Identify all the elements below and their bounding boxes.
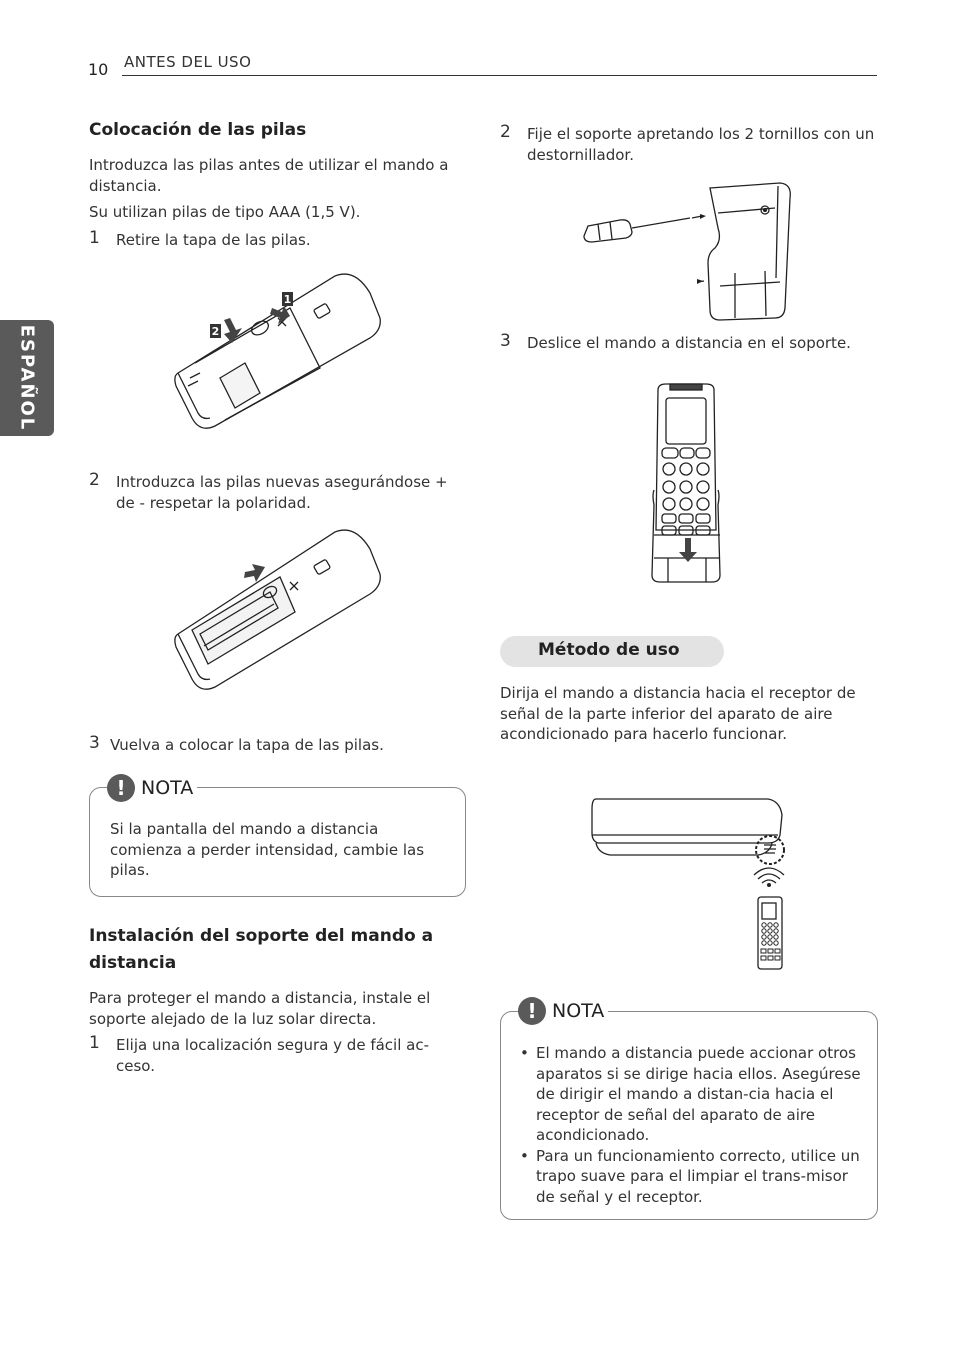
battery-insertion-illustration — [170, 522, 385, 697]
callout-badge-1 — [282, 292, 293, 306]
step-text: Introduzca las pilas nuevas asegurándose + de - respetar la polaridad. — [116, 473, 448, 512]
holder-intro: Para proteger el mando a distancia, instale el soporte alejado de la luz solar directa. — [89, 989, 431, 1028]
step-number: 3 — [89, 733, 100, 753]
exclamation-icon: ! — [107, 774, 135, 802]
list-item: • El mando a distancia puede accionar otros aparatos si se dirige hacia ellos. Asegúrese de dirigir el mando a distan-cia hacia el receptor de señal del aparato de aire acondicionado. — [520, 1043, 865, 1146]
header-rule — [122, 75, 877, 76]
list-item: • Para un funcionamiento correcto, utilice un trapo suave para el limpiar el trans-misor de señal y el receptor. — [520, 1146, 865, 1208]
page-number: 10 — [88, 60, 109, 79]
method-title: Método de uso — [538, 640, 680, 660]
note-label-usage — [518, 996, 608, 1026]
step-number: 2 — [500, 122, 511, 142]
holder-step-2 — [500, 124, 878, 168]
exclamation-icon: ! — [518, 997, 546, 1025]
language-tab-label: ESPAÑOL — [16, 324, 38, 432]
batteries-title: Colocación de las pilas — [89, 120, 307, 140]
step-text: Retire la tapa de las pilas. — [116, 231, 311, 249]
batteries-intro: Introduzca las pilas antes de utilizar el mando a distancia. — [89, 156, 449, 195]
note-batteries-text: Si la pantalla del mando a distancia comienza a perder intensidad, cambie las pilas. — [110, 820, 425, 879]
holder-step-1 — [89, 1035, 461, 1079]
note-label-text: NOTA — [552, 1000, 605, 1022]
callout-1-text: 1 — [283, 293, 292, 306]
language-tab — [0, 320, 54, 436]
holder-screwing-illustration — [580, 178, 805, 323]
note-usage-list — [520, 1043, 865, 1207]
battery-type: Su utilizan pilas de tipo AAA (1,5 V). — [89, 203, 361, 221]
callout-2-text: 2 — [211, 325, 220, 338]
note-label-batteries — [107, 773, 197, 803]
step-number: 3 — [500, 331, 511, 351]
step-number: 1 — [89, 1033, 100, 1053]
method-heading-pill — [500, 636, 724, 667]
remote-in-holder-illustration — [650, 380, 725, 585]
step-text: Deslice el mando a distancia en el soporte. — [527, 334, 851, 352]
step-text: Elija una localización segura y de fácil ac-ceso. — [116, 1036, 430, 1075]
step-number: 1 — [89, 228, 100, 248]
step-text: Vuelva a colocar la tapa de las pilas. — [110, 736, 384, 754]
step-text: Fije el soporte apretando los 2 tornillos con un destornillador. — [527, 125, 875, 164]
ac-unit-remote-illustration — [588, 795, 793, 975]
holder-title: Instalación del soporte del mando a distancia — [89, 926, 434, 973]
note-label-text: NOTA — [141, 777, 194, 799]
callout-badge-2 — [210, 324, 221, 338]
remote-cover-removal-illustration — [170, 268, 385, 433]
battery-step-1 — [89, 230, 461, 252]
step-number: 2 — [89, 470, 100, 490]
battery-step-2 — [89, 472, 461, 516]
method-text: Dirija el mando a distancia hacia el receptor de señal de la parte inferior del aparato de aire acondicionado para hacerlo funcionar. — [500, 684, 856, 743]
section-heading: ANTES DEL USO — [124, 53, 252, 71]
holder-step-3 — [500, 333, 878, 355]
battery-step-3 — [89, 735, 461, 757]
